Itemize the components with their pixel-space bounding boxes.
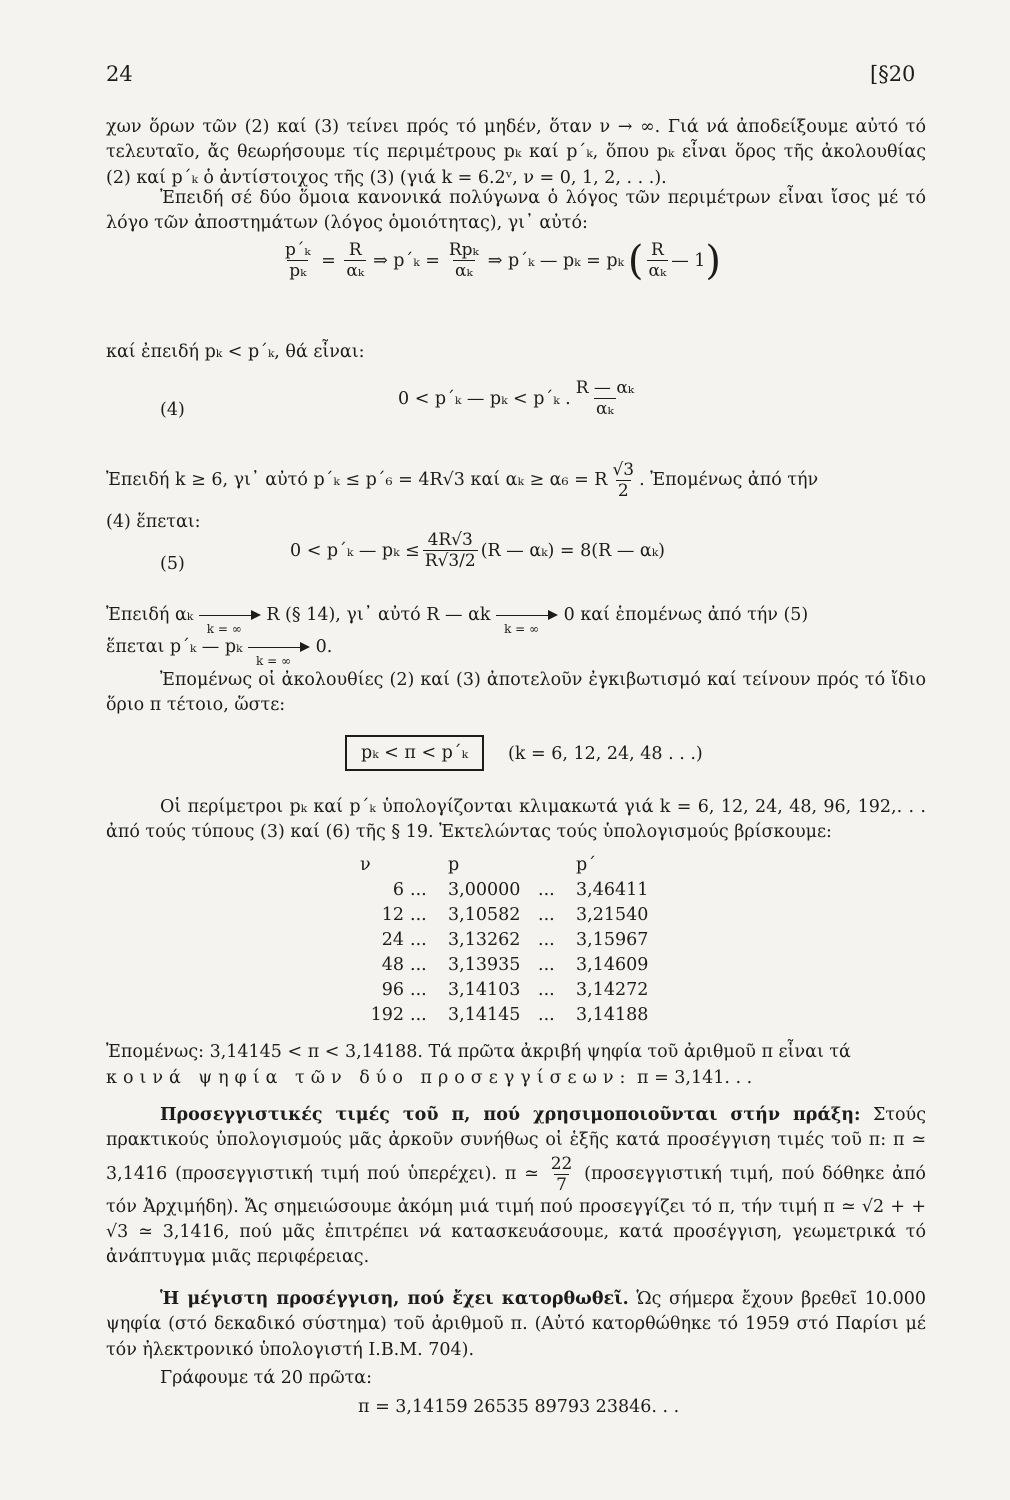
- equation-ratio: $\frac{\text{p΄ₖ}}{\text{pₖ}}$ = $\frac{R}{\text{αₖ}}$ ⇒ p΄ₖ = $\frac{\text{Rpₖ}}{\text{αₖ}}$ ⇒ p΄ₖ — pₖ = pₖ ( $\frac{R}{\text{αₖ}}$ — 1 ): [285, 237, 722, 284]
- frac-lhs: $\frac{\text{p΄ₖ}}{\text{pₖ}}$: [285, 240, 311, 281]
- p4-text-a: Ἐπειδή k ≥ 6, γι᾿ αὐτό p΄ₖ ≤ p΄₆ = 4R√3 καί αₖ ≥ α₆ = R: [106, 470, 608, 490]
- p9-text-2: (προσεγγιστική τιμή, πού δόθηκε ἀπό τόν Ἀρχιμήδη). Ἄς σημειώσουμε ἀκόμη μιά τιμή πού προσεγγίζει τό π, τήν τιμή π ≃ √2 + + √3 ≃ 3,1416, πού μᾶς ἐπιτρέπει νά κατασκευάσουμε, κατά προσέγγιση, γεωμετρικά τό ἀνάπτυγμα μιᾶς περιφέρειας.: [106, 1163, 926, 1268]
- eq4-lhs: 0 < p΄ₖ — pₖ < p΄ₖ .: [398, 388, 571, 409]
- table-row: 12 ... 3,10582 ... 3,21540: [381, 904, 649, 925]
- header-p: p: [448, 854, 460, 875]
- p5-c: 0 καί ἑπομένως ἀπό τήν (5): [563, 605, 809, 625]
- p9-frac: $\frac{22}{7}$: [550, 1153, 573, 1195]
- paragraph-8-line2: [106, 1066, 752, 1091]
- p5-d: ἕπεται p΄ₖ — pₖ: [106, 637, 243, 657]
- p4-frac: $\frac{√3}{2}$: [612, 460, 635, 501]
- frac-mid: $\frac{R}{\text{αₖ}}$: [346, 240, 365, 281]
- eq5-lhs: 0 < p΄ₖ — pₖ ≤: [290, 540, 420, 561]
- frac-last: $\frac{R}{\text{αₖ}}$: [648, 240, 667, 281]
- paragraph-3: καί ἐπειδή pₖ < p΄ₖ, θά εἶναι:: [106, 342, 365, 362]
- paragraph-2: Ἐπειδή σέ δύο ὅμοια κανονικά πολύγωνα ὁ λόγος τῶν περιμέτρων εἶναι ἴσος μέ τό λόγο τῶν ἀποστημάτων (λόγος ὁμοιότητας), γι᾿ αὐτό:: [106, 188, 926, 234]
- equation-4: [398, 378, 639, 419]
- p5-a: Ἐπειδή αₖ: [106, 605, 194, 625]
- eq5-rhs: (R — αₖ) = 8(R — αₖ): [480, 540, 665, 561]
- p8-value: π = 3,141. . .: [637, 1068, 753, 1088]
- paragraph-8-line1: Ἐπομένως: 3,14145 < π < 3,14188. Τά πρῶτα ἀκριβή ψηφία τοῦ ἀριθμοῦ π εἶναι τά: [106, 1042, 851, 1062]
- paragraph-11: Γράφουμε τά 20 πρῶτα:: [160, 1368, 373, 1388]
- section-ref: [§20: [870, 62, 916, 86]
- p5-b: R (§ 14), γι᾿ αὐτό R — αk: [266, 605, 491, 625]
- paragraph-7: Οἱ περίμετροι pₖ καί p΄ₖ ὑπολογίζονται κλιμακωτά γιά k = 6, 12, 24, 48, 96, 192,. . . ἀπό τούς τύπους (3) καί (6) τῆς § 19. Ἐκτελώντας τούς ὑπολογισμούς βρίσκουμε:: [106, 797, 926, 843]
- eq4-label: (4): [160, 400, 185, 420]
- page-number: 24: [106, 62, 133, 86]
- paragraph-5-line2: [106, 635, 333, 668]
- eq-step2: ⇒ p΄ₖ — pₖ = pₖ: [487, 250, 624, 271]
- table-row: 192 ... 3,14145 ... 3,14188: [370, 1004, 649, 1025]
- perimeter-table: [360, 852, 648, 1027]
- limit-arrow-1: k = ∞: [199, 607, 261, 625]
- paragraph-5-line1: [106, 603, 809, 636]
- header-nu: ν: [360, 854, 371, 875]
- p10-text: Ὡς σήμερα ἔχουν βρεθεῖ 10.000 ψηφία (στό δεκαδικό σύστημα) τοῦ ἀριθμοῦ π. (Αὐτό κατορθώθηκε τό 1959 στό Παρίσι μέ τόν ἠλεκτρονικό ὑπολογιστή I.B.M. 704).: [106, 1289, 926, 1360]
- equation-5: [290, 530, 665, 571]
- paragraph-9: [106, 1103, 926, 1270]
- paragraph-1: χων ὅρων τῶν (2) καί (3) τείνει πρός τό μηδέν, ὅταν ν → ∞. Γιά νά ἀποδείξουμε αὐτό τό τελευταῖο, ἄς θεωρήσουμε τίς περιμέτρους pₖ καί p΄ₖ, ὅπου pₖ εἶναι ὅρος τῆς ἀκολουθίας (2) καί p΄ₖ ὁ ἀντίστοιχος τῆς (3) (γιά k = 6.2ᵛ, ν = 0, 1, 2, . . .).: [106, 117, 926, 188]
- p9-text-1: Στούς πρακτικούς ὑπολογισμούς μᾶς ἀρκοῦν συνήθως οἱ ἑξῆς κατά προσέγγιση τιμές τοῦ π: π ≃ 3,1416 (προσεγγιστική τιμή πού ὑπερέχει). π ≃: [106, 1105, 926, 1184]
- p10-title: Ἡ μέγιστη προσέγγιση, πού ἔχει κατορθωθεῖ.: [160, 1289, 629, 1309]
- eq5-frac: $\frac{4R√3}{R√3/2}$: [424, 530, 476, 571]
- boxed-note: (k = 6, 12, 24, 48 . . .): [508, 744, 703, 764]
- p8-spaced: κοινά ψηφία τῶν δύο προσεγγίσεων:: [106, 1068, 632, 1088]
- table-row: 24 ... 3,13262 ... 3,15967: [381, 929, 649, 950]
- limit-arrow-2: k = ∞: [496, 607, 558, 625]
- limit-arrow-3: k = ∞: [248, 639, 310, 657]
- p5-e: 0.: [315, 637, 333, 657]
- paragraph-4: [106, 460, 818, 501]
- table-row: 96 ... 3,14103 ... 3,14272: [381, 979, 649, 1000]
- eq4-frac: $\frac{\text{R — αₖ}}{\text{αₖ}}$: [575, 378, 635, 419]
- boxed-inequality: pₖ < π < p΄ₖ: [345, 735, 484, 771]
- paragraph-10: [106, 1287, 926, 1363]
- pi-twenty-digits: π = 3,14159 26535 89793 23846. . .: [358, 1397, 680, 1417]
- table-header-row: [360, 852, 648, 877]
- eq5-label: (5): [160, 554, 185, 574]
- paragraph-6: Ἐπομένως οἱ ἀκολουθίες (2) καί (3) ἀποτελοῦν ἐγκιβωτισμό καί τείνουν πρός τό ἴδιο ὅριο π τέτοιο, ὥστε:: [106, 670, 926, 716]
- eq-step1: ⇒ p΄ₖ =: [373, 250, 440, 271]
- p4-text-c: (4) ἕπεται:: [106, 512, 201, 532]
- p4-text-b: . Ἐπομένως ἀπό τήν: [639, 470, 819, 490]
- p9-title: Προσεγγιστικές τιμές τοῦ π, πού χρησιμοποιοῦνται στήν πράξη:: [160, 1105, 861, 1125]
- header-p-prime: p΄: [576, 854, 596, 875]
- eq-minus-one: — 1: [671, 250, 706, 271]
- frac-r: $\frac{\text{Rpₖ}}{\text{αₖ}}$: [448, 240, 479, 281]
- table-row: 6 ... 3,00000 ... 3,46411: [392, 879, 649, 900]
- table-row: 48 ... 3,13935 ... 3,14609: [381, 954, 649, 975]
